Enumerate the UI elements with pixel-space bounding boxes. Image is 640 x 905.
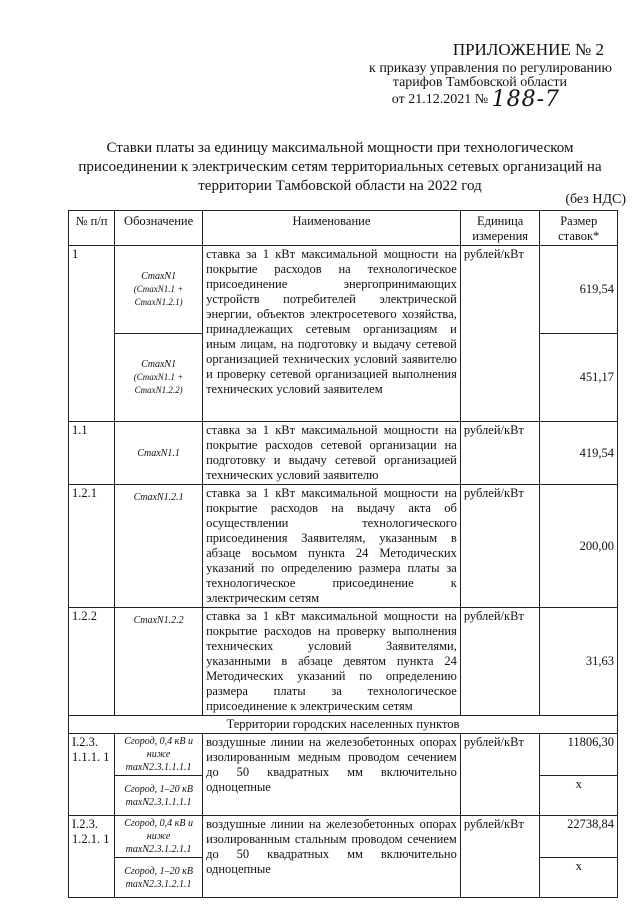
col-unit-header: Единица измерения bbox=[460, 211, 540, 246]
row-designation: CmaxN1.2.1 bbox=[115, 485, 203, 608]
row-rate: 11806,30 bbox=[540, 734, 618, 776]
table-row bbox=[69, 485, 618, 608]
table-header-row bbox=[69, 211, 618, 246]
row-designation: Cгород, 0,4 кВ и ниже maxN2.3.1.2.1.1 bbox=[115, 816, 203, 858]
row-unit: рублей/кВт bbox=[460, 246, 540, 422]
row-num: I.2.3. 1.1.1. 1 bbox=[69, 734, 115, 816]
row-num: 1.1 bbox=[69, 422, 115, 485]
row-name: ставка за 1 кВт максимальной мощности на покрытие расходов на проверку выполнения технических условий Заявителями, указанными в абзаце девятом пункта 24 Методических указаний по определению размера платы за технологическое присоединение к электрическим сетям bbox=[203, 608, 461, 716]
section-title: Территории городских населенных пунктов bbox=[69, 716, 618, 734]
row-rate: 419,54 bbox=[540, 422, 618, 485]
order-number-handwritten: 188-7 bbox=[491, 87, 560, 112]
order-line-3 bbox=[369, 87, 560, 112]
row-name: ставка за 1 кВт максимальной мощности на покрытие расходов сетевой организации на подготовку и выдачу сетевой организацией технических условий заявителю bbox=[203, 422, 461, 485]
row-num: 1.2.1 bbox=[69, 485, 115, 608]
row-rate: x bbox=[540, 776, 618, 816]
table-row bbox=[69, 246, 618, 334]
row-rate: 22738,84 bbox=[540, 816, 618, 858]
row-rate: 451,17 bbox=[540, 334, 618, 422]
row-num: 1.2.2 bbox=[69, 608, 115, 716]
row-designation: CmaxN1 (CmaxN1.1 + CmaxN1.2.1) bbox=[115, 246, 203, 334]
table-row bbox=[69, 608, 618, 716]
row-num: 1 bbox=[69, 246, 115, 422]
row-designation: Cгород, 1–20 кВ maxN2.3.1.2.1.1 bbox=[115, 858, 203, 898]
row-name: воздушные линии на железобетонных опорах изолированным стальным проводом сечением до 50 квадратных мм включительно одноцепные bbox=[203, 816, 461, 898]
row-designation: Cгород, 1–20 кВ maxN2.3.1.1.1.1 bbox=[115, 776, 203, 816]
order-line-2: тарифов Тамбовской области bbox=[392, 75, 567, 90]
col-num-header: № п/п bbox=[69, 211, 115, 246]
row-rate: 619,54 bbox=[540, 246, 618, 334]
order-reference bbox=[369, 61, 612, 112]
row-name: воздушные линии на железобетонных опорах изолированным медным проводом сечением до 50 квадратных мм включительно одноцепные bbox=[203, 734, 461, 816]
row-rate: 200,00 bbox=[540, 485, 618, 608]
row-unit: рублей/кВт bbox=[460, 734, 540, 816]
table-row bbox=[69, 734, 618, 776]
table-row bbox=[69, 816, 618, 858]
row-designation: CmaxN1 (CmaxN1.1 + CmaxN1.2.2) bbox=[115, 334, 203, 422]
col-name-header: Наименование bbox=[203, 211, 461, 246]
row-unit: рублей/кВт bbox=[460, 816, 540, 898]
row-unit: рублей/кВт bbox=[460, 485, 540, 608]
section-row bbox=[69, 716, 618, 734]
row-unit: рублей/кВт bbox=[460, 422, 540, 485]
row-designation: CmaxN1.1 bbox=[115, 422, 203, 485]
row-num: I.2.3. 1.2.1. 1 bbox=[69, 816, 115, 898]
col-designation-header: Обозначение bbox=[115, 211, 203, 246]
row-name: ставка за 1 кВт максимальной мощности на покрытие расходов на технологическое присоединение энергопринимающих устройств потребителей электрической энергии, объектов электросетевого хозяйства, принадлежащих сетевым организациям и иным лицам, на подготовку и выдачу сетевой организацией технических условий заявителю и проверку сетевой организацией выполнения технических условий заявителем bbox=[203, 246, 461, 422]
vat-note: (без НДС) bbox=[565, 192, 626, 207]
appendix-heading: ПРИЛОЖЕНИЕ № 2 bbox=[452, 40, 604, 59]
row-unit: рублей/кВт bbox=[460, 608, 540, 716]
col-rate-header: Размер ставок* bbox=[540, 211, 618, 246]
row-name: ставка за 1 кВт максимальной мощности на покрытие расходов на выдачу акта об осуществлении технологического присоединения Заявителям, указанным в абзаце восьмом пункта 24 Методических указаний по определению размера платы за технологическое присоединение к электрическим сетям bbox=[203, 485, 461, 608]
order-line-1: к приказу управления по регулированию bbox=[369, 61, 612, 76]
table-row bbox=[69, 422, 618, 485]
row-rate: x bbox=[540, 858, 618, 898]
document-title: Ставки платы за единицу максимальной мощности при технологическом присоединении к электрическим сетям территориальных сетевых организаций на территории Тамбовской области на 2022 год bbox=[78, 140, 602, 194]
row-designation: Cгород, 0,4 кВ и ниже maxN2.3.1.1.1.1 bbox=[115, 734, 203, 776]
row-rate: 31,63 bbox=[540, 608, 618, 716]
rates-table bbox=[68, 210, 618, 898]
order-date: от 21.12.2021 № bbox=[391, 92, 489, 107]
row-designation: CmaxN1.2.2 bbox=[115, 608, 203, 716]
